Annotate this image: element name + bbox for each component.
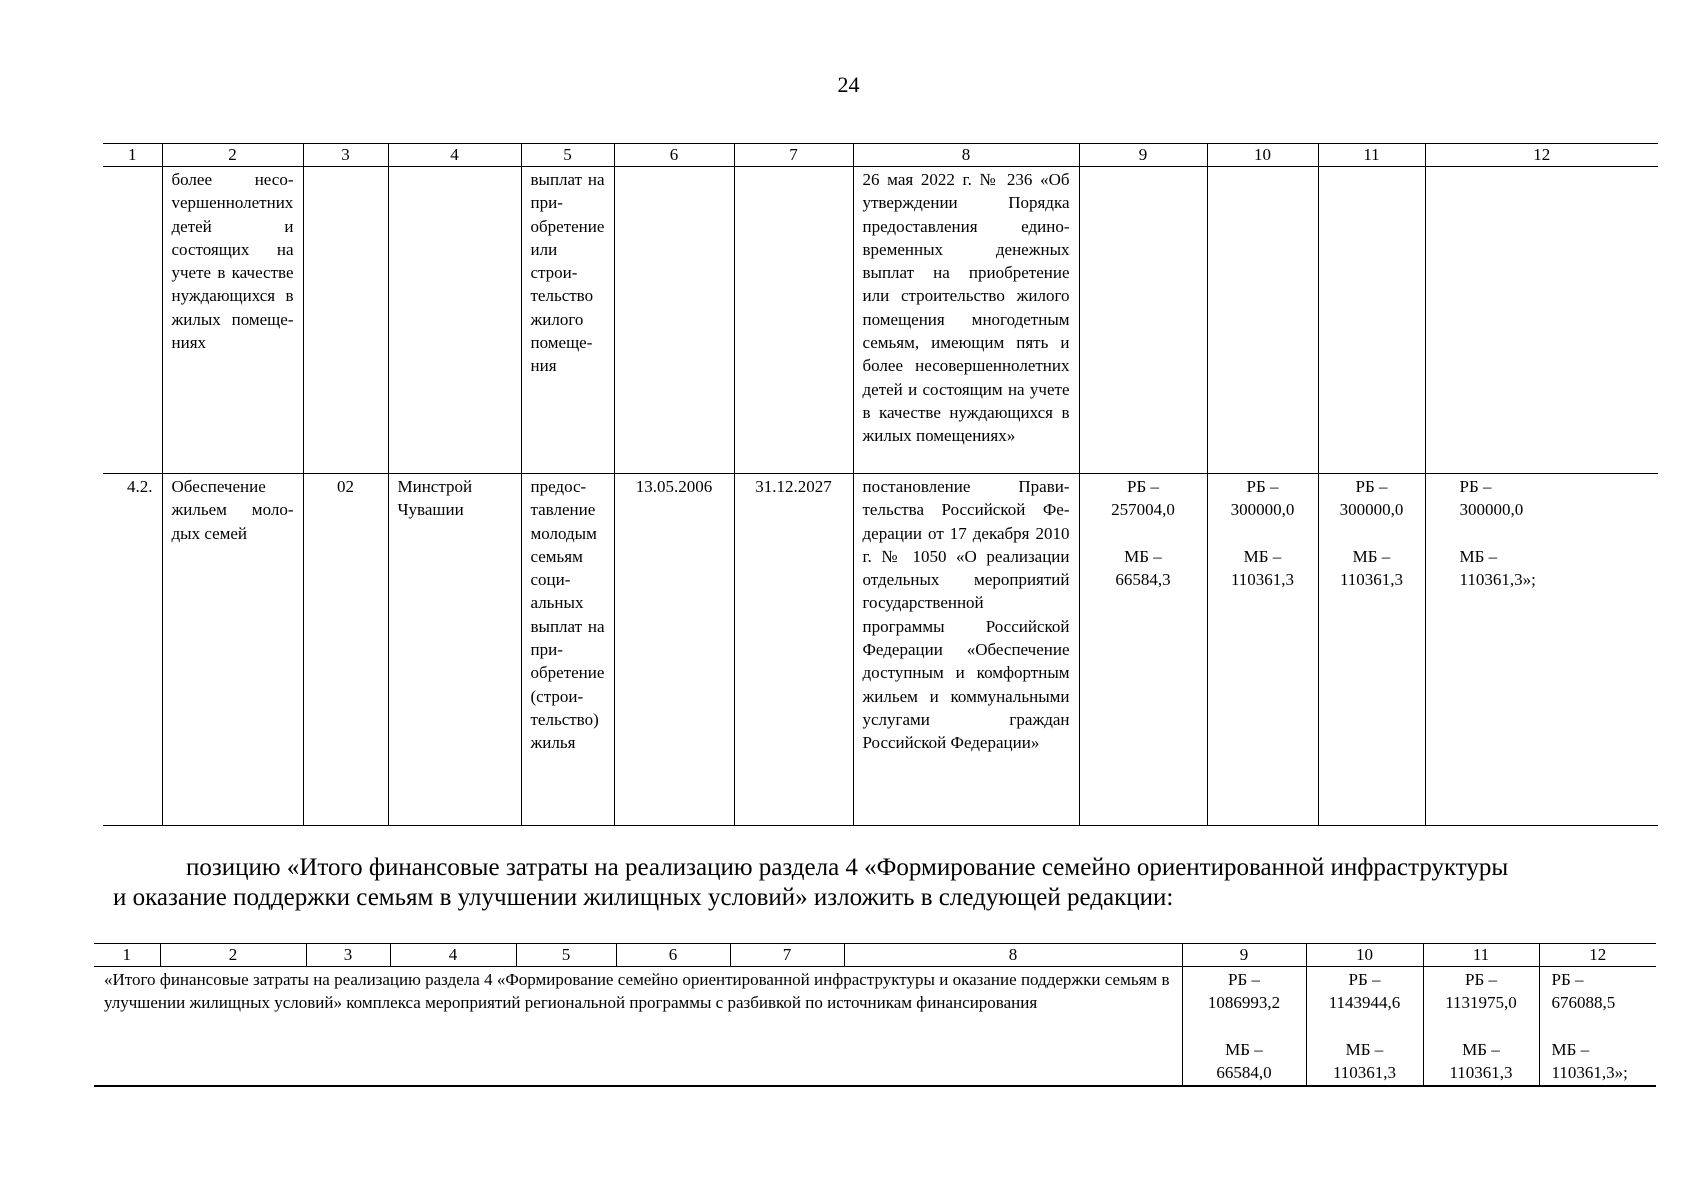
code-cell: 02 bbox=[303, 474, 388, 826]
table-cell bbox=[388, 167, 521, 474]
column-number: 11 bbox=[1318, 144, 1425, 167]
measures-table bbox=[103, 143, 1658, 826]
table-row bbox=[103, 474, 1658, 826]
table-cell bbox=[1425, 167, 1658, 474]
table-cell bbox=[1318, 167, 1425, 474]
column-number: 4 bbox=[388, 144, 521, 167]
table-cell bbox=[614, 167, 734, 474]
table-header-row bbox=[103, 144, 1658, 167]
column-number: 3 bbox=[306, 944, 390, 967]
table-row bbox=[103, 167, 1658, 474]
column-number: 10 bbox=[1207, 144, 1318, 167]
column-number: 8 bbox=[844, 944, 1182, 967]
column-number: 9 bbox=[1182, 944, 1306, 967]
measure-content-cell: выплат на приобретение или строительство жилого помещения bbox=[521, 167, 614, 474]
funding-cell: РБ – 676088,5 МБ – 110361,3»; bbox=[1539, 967, 1656, 1087]
paragraph-line: позицию «Итого финансовые затраты на реализацию раздела 4 «Формирование семейно ориентированной инфраструктуры bbox=[186, 854, 1509, 881]
item-number-cell: 4.2. bbox=[103, 474, 162, 826]
funding-cell: РБ – 1131975,0 МБ – 110361,3 bbox=[1423, 967, 1539, 1087]
column-number: 12 bbox=[1539, 944, 1656, 967]
funding-cell: РБ – 300000,0 МБ – 110361,3 bbox=[1207, 474, 1318, 826]
measure-content-cell: предоставление молодым семьям социальных выплат на приобретение (строительство) жилья bbox=[521, 474, 614, 826]
funding-cell: РБ – 1086993,2 МБ – 66584,0 bbox=[1182, 967, 1306, 1087]
end-date-cell: 31.12.2027 bbox=[734, 474, 853, 826]
page-number: 24 bbox=[837, 72, 860, 97]
column-number: 9 bbox=[1079, 144, 1207, 167]
legal-act-cell: постановление Правительства Российской Федерации от 17 декабря 2010 г. № 1050 «О реализации отдельных мероприятий государственной программы Российской Федерации «Обеспечение доступным и комфортным жильем и коммунальными услугами граждан Российской Федерации» bbox=[853, 474, 1079, 826]
funding-cell: РБ – 300000,0 МБ – 110361,3»; bbox=[1425, 474, 1658, 826]
amendment-paragraph bbox=[103, 853, 1658, 913]
totals-row bbox=[94, 967, 1656, 1087]
funding-cell: РБ – 300000,0 МБ – 110361,3 bbox=[1318, 474, 1425, 826]
column-number: 8 bbox=[853, 144, 1079, 167]
table-cell bbox=[734, 167, 853, 474]
column-number: 5 bbox=[521, 144, 614, 167]
column-number: 2 bbox=[160, 944, 306, 967]
column-number: 3 bbox=[303, 144, 388, 167]
table-cell bbox=[103, 167, 162, 474]
funding-cell: РБ – 257004,0 МБ – 66584,3 bbox=[1079, 474, 1207, 826]
column-number: 6 bbox=[614, 144, 734, 167]
column-number: 10 bbox=[1306, 944, 1423, 967]
column-number: 11 bbox=[1423, 944, 1539, 967]
column-number: 7 bbox=[730, 944, 844, 967]
totals-table bbox=[94, 943, 1656, 1087]
column-number: 2 bbox=[162, 144, 303, 167]
column-number: 6 bbox=[616, 944, 730, 967]
legal-act-cell: 26 мая 2022 г. № 236 «Об утверждении Порядка предоставления единовременных денежных выплат на приобретение или строительство жилого помещения многодетным семьям, имеющим пять и более несовершеннолетних детей и состоящим на учете в качестве нуждающихся в жилых помещениях» bbox=[853, 167, 1079, 474]
table-cell bbox=[1079, 167, 1207, 474]
column-number: 12 bbox=[1425, 144, 1658, 167]
table-header-row bbox=[94, 944, 1656, 967]
measure-name-cell: Обеспечение жильем молодых семей bbox=[162, 474, 303, 826]
funding-cell: РБ – 1143944,6 МБ – 110361,3 bbox=[1306, 967, 1423, 1087]
column-number: 4 bbox=[390, 944, 516, 967]
table-cell bbox=[1207, 167, 1318, 474]
start-date-cell: 13.05.2006 bbox=[614, 474, 734, 826]
column-number: 5 bbox=[516, 944, 616, 967]
column-number: 1 bbox=[103, 144, 162, 167]
column-number: 7 bbox=[734, 144, 853, 167]
column-number: 1 bbox=[94, 944, 160, 967]
table-cell bbox=[303, 167, 388, 474]
paragraph-line: и оказание поддержки семьям в улучшении жилищных условий» изложить в следующей редакции: bbox=[113, 884, 1174, 911]
executor-cell: Минстрой Чувашии bbox=[388, 474, 521, 826]
totals-label-cell: «Итого финансовые затраты на реализацию раздела 4 «Формирование семейно ориентированной инфраструктуры и оказание поддержки семьям в улучшении жилищных условий» комплекса мероприятий региональной программы с разбивкой по источникам финансирования bbox=[104, 970, 1170, 1013]
measure-name-cell: более несоvершеннолетних детей и состоящих на учете в качестве нуждающихся в жилых помещениях bbox=[162, 167, 303, 474]
